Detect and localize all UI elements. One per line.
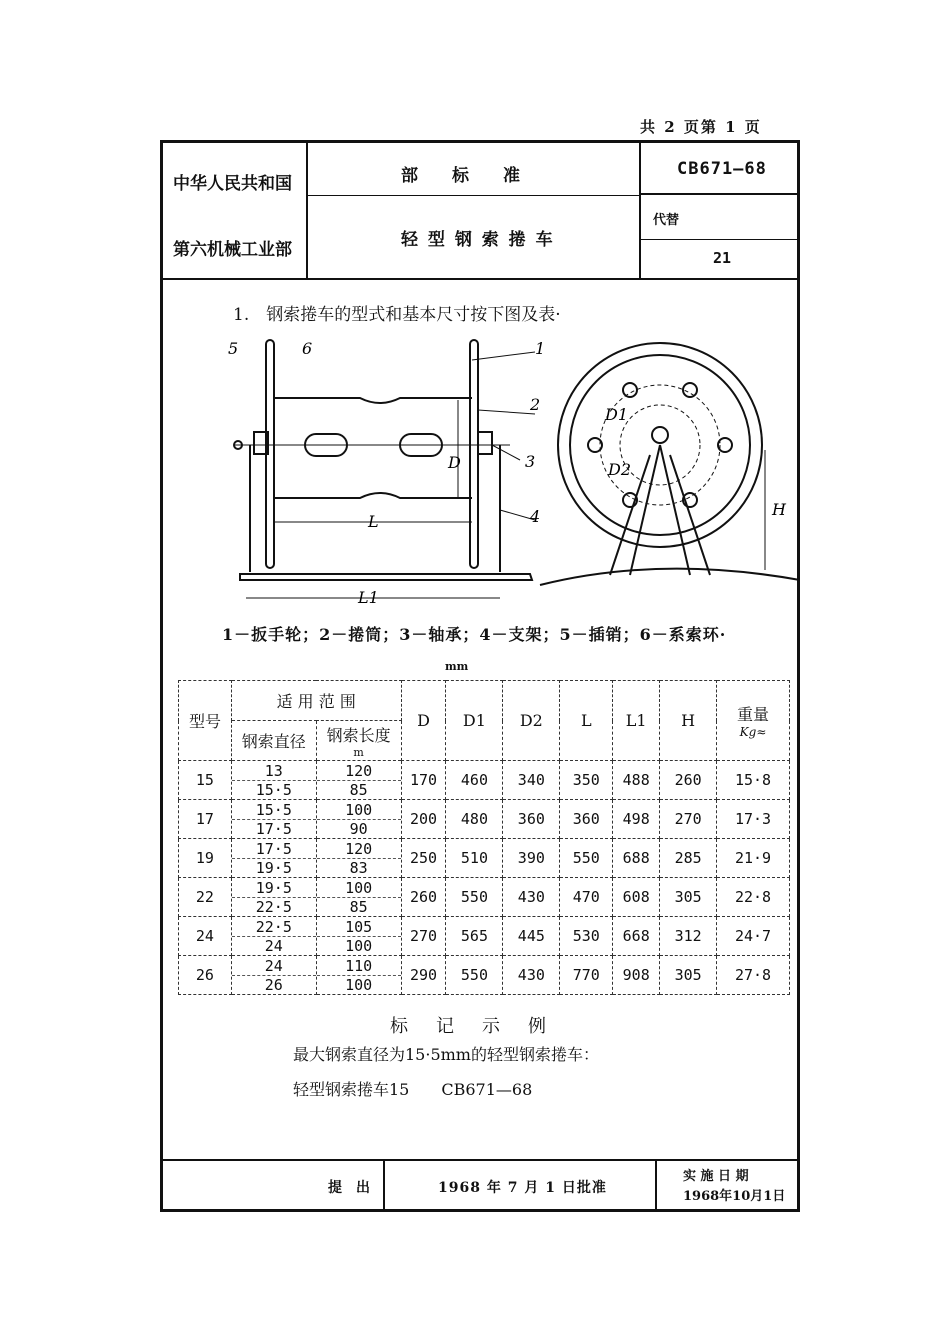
cell-model: 17 — [179, 800, 232, 839]
table-row — [179, 761, 790, 800]
cell-diameter-value: 19·5 — [232, 879, 316, 898]
cell-diameter-value: 24 — [264, 936, 283, 955]
label-L1: L1 — [358, 588, 379, 607]
cell-diameter — [231, 761, 316, 800]
cell-weight: 22·8 — [717, 878, 790, 917]
header-divider-right — [639, 143, 641, 278]
cell-D1: 460 — [446, 761, 503, 800]
length-label: 钢索长度 — [326, 725, 391, 745]
table-row — [179, 800, 790, 839]
label-D1: D1 — [605, 405, 629, 424]
country-name: 中华人民共和国 — [173, 174, 292, 194]
code-rule — [641, 193, 797, 195]
replaces-label: 代替 — [653, 213, 680, 228]
cell-diameter-value: 24 — [232, 957, 316, 976]
cell-D2: 390 — [503, 839, 560, 878]
cell-L1: 908 — [613, 956, 660, 995]
col-L: L — [560, 681, 613, 761]
header-mid-rule — [308, 195, 639, 196]
footer-divider-2 — [655, 1159, 657, 1212]
cell-H: 270 — [660, 800, 717, 839]
marking-title: 标记示例 — [390, 1016, 574, 1037]
parts-legend: 1－扳手轮；2－捲筒；3－轴承；4－支架；5－插销；6－系索环· — [222, 625, 727, 644]
spec-rows — [179, 761, 790, 995]
cell-D: 260 — [401, 878, 446, 917]
label-3: 3 — [525, 452, 536, 471]
cell-model: 22 — [179, 878, 232, 917]
cell-length-value: 110 — [317, 957, 401, 976]
label-5: 5 — [228, 339, 239, 358]
cell-length — [316, 761, 401, 800]
page-count: 共 2 页第 1 页 — [640, 118, 762, 136]
cell-length-value: 120 — [317, 762, 401, 781]
col-L1: L1 — [613, 681, 660, 761]
cell-L: 470 — [560, 878, 613, 917]
cell-H: 260 — [660, 761, 717, 800]
cell-length — [316, 878, 401, 917]
cell-D: 290 — [401, 956, 446, 995]
table-row — [179, 839, 790, 878]
cell-diameter — [231, 917, 316, 956]
table-row — [179, 917, 790, 956]
cell-diameter — [231, 878, 316, 917]
cell-length-value: 100 — [317, 879, 401, 898]
front-view — [540, 343, 800, 585]
replaces-rule — [641, 239, 797, 240]
label-H: H — [772, 500, 786, 519]
cell-weight: 21·9 — [717, 839, 790, 878]
col-length — [316, 721, 401, 761]
cell-L1: 668 — [613, 917, 660, 956]
cell-D: 250 — [401, 839, 446, 878]
replaces-value: 21 — [713, 249, 732, 267]
footer-top-rule — [163, 1159, 797, 1161]
header-divider-left — [306, 143, 308, 278]
document-title: 轻 型 钢 索 捲 车 — [401, 230, 555, 250]
cell-weight: 17·3 — [717, 800, 790, 839]
cell-L1: 498 — [613, 800, 660, 839]
col-H: H — [660, 681, 717, 761]
cell-diameter — [231, 839, 316, 878]
reel-drawing — [210, 330, 800, 610]
cell-L: 530 — [560, 917, 613, 956]
footer-impl-date: 1968年10月1日 — [683, 1189, 786, 1204]
cell-L1: 488 — [613, 761, 660, 800]
length-unit: m — [353, 745, 364, 759]
footer-divider-1 — [383, 1159, 385, 1212]
label-D: D — [448, 453, 461, 472]
label-6: 6 — [302, 339, 313, 358]
cell-L1: 688 — [613, 839, 660, 878]
cell-diameter-value: 26 — [264, 975, 283, 994]
cell-length-value: 85 — [349, 780, 368, 799]
cell-D2: 430 — [503, 956, 560, 995]
footer-proposed: 提 出 — [328, 1180, 370, 1196]
cell-diameter-value: 17·5 — [255, 819, 292, 838]
cell-D: 200 — [401, 800, 446, 839]
cell-diameter-value: 15·5 — [255, 780, 292, 799]
section-1-text: 1. 钢索捲车的型式和基本尺寸按下图及表· — [233, 305, 561, 325]
weight-unit: Kg≈ — [739, 725, 767, 739]
label-4: 4 — [530, 507, 541, 526]
cell-D: 170 — [401, 761, 446, 800]
col-D2: D2 — [503, 681, 560, 761]
cell-D2: 340 — [503, 761, 560, 800]
cell-D2: 360 — [503, 800, 560, 839]
cell-L: 360 — [560, 800, 613, 839]
col-D1: D1 — [446, 681, 503, 761]
cell-D2: 445 — [503, 917, 560, 956]
cell-length-value: 100 — [345, 975, 373, 994]
header-bottom-rule — [163, 278, 797, 280]
cell-diameter-value: 13 — [232, 762, 316, 781]
cell-weight: 15·8 — [717, 761, 790, 800]
marking-line-2: 轻型钢索捲车15 CB671—68 — [293, 1080, 533, 1099]
cell-D1: 480 — [446, 800, 503, 839]
label-2: 2 — [530, 395, 541, 414]
cell-diameter-value: 19·5 — [255, 858, 292, 877]
col-range: 适 用 范 围 — [231, 681, 401, 721]
cell-H: 305 — [660, 878, 717, 917]
col-model: 型号 — [179, 681, 232, 761]
table-row — [179, 878, 790, 917]
side-view — [234, 340, 535, 598]
cell-diameter — [231, 956, 316, 995]
label-1: 1 — [535, 339, 546, 358]
cell-model: 15 — [179, 761, 232, 800]
spec-table — [178, 680, 790, 995]
cell-length — [316, 956, 401, 995]
cell-length-value: 90 — [349, 819, 368, 838]
cell-length — [316, 839, 401, 878]
weight-label: 重量 — [737, 705, 770, 724]
marking-line-1: 最大钢索直径为15·5mm的轻型钢索捲车： — [293, 1045, 599, 1064]
cell-diameter-value: 17·5 — [232, 840, 316, 859]
label-L: L — [368, 512, 379, 531]
cell-length-value: 100 — [345, 936, 373, 955]
cell-length-value: 120 — [317, 840, 401, 859]
cell-weight: 24·7 — [717, 917, 790, 956]
cell-D: 270 — [401, 917, 446, 956]
cell-H: 285 — [660, 839, 717, 878]
cell-diameter-value: 15·5 — [232, 801, 316, 820]
cell-D1: 550 — [446, 956, 503, 995]
cell-diameter — [231, 800, 316, 839]
col-D: D — [401, 681, 446, 761]
cell-D1: 550 — [446, 878, 503, 917]
cell-D1: 510 — [446, 839, 503, 878]
table-unit: mm — [445, 660, 469, 673]
col-weight — [717, 681, 790, 761]
cell-H: 305 — [660, 956, 717, 995]
cell-L: 770 — [560, 956, 613, 995]
cell-diameter-value: 22·5 — [232, 918, 316, 937]
cell-length — [316, 917, 401, 956]
cell-length-value: 105 — [317, 918, 401, 937]
cell-H: 312 — [660, 917, 717, 956]
cell-L: 350 — [560, 761, 613, 800]
cell-length-value: 85 — [349, 897, 368, 916]
cell-model: 19 — [179, 839, 232, 878]
col-diameter: 钢索直径 — [231, 721, 316, 761]
cell-length — [316, 800, 401, 839]
footer-impl-label: 实 施 日 期 — [683, 1169, 749, 1184]
cell-model: 26 — [179, 956, 232, 995]
cell-length-value: 100 — [317, 801, 401, 820]
cell-model: 24 — [179, 917, 232, 956]
cell-L1: 608 — [613, 878, 660, 917]
cell-L: 550 — [560, 839, 613, 878]
ministry-name: 第六机械工业部 — [173, 240, 292, 260]
cell-weight: 27·8 — [717, 956, 790, 995]
cell-D2: 430 — [503, 878, 560, 917]
cell-D1: 565 — [446, 917, 503, 956]
label-D2: D2 — [608, 460, 632, 479]
footer-approved: 1968 年 7 月 1 日批准 — [438, 1180, 607, 1196]
standard-type: 部 标 准 — [401, 166, 520, 186]
cell-length-value: 83 — [349, 858, 368, 877]
table-row — [179, 956, 790, 995]
cell-diameter-value: 22·5 — [255, 897, 292, 916]
standard-code: CB671—68 — [677, 159, 767, 179]
